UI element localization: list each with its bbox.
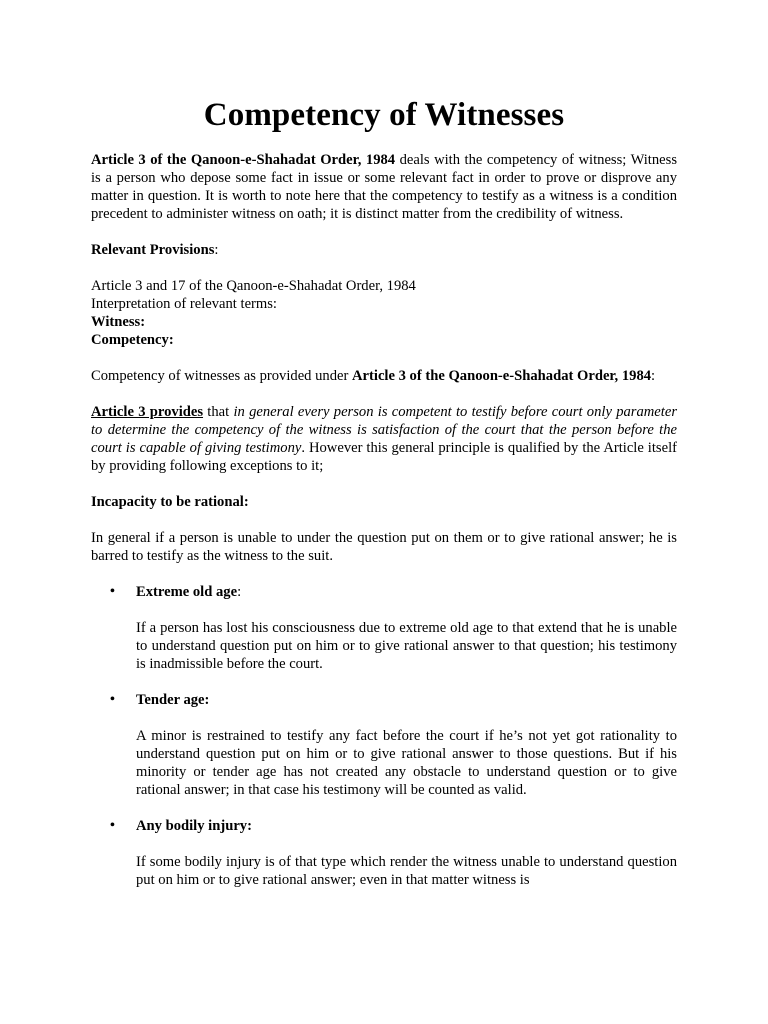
spacer bbox=[136, 673, 677, 691]
intro-lead-bold: Article 3 of the Qanoon-e-Shahadat Order, 1984 bbox=[91, 152, 396, 168]
competency-paragraph bbox=[91, 367, 677, 385]
bullet-icon: • bbox=[110, 584, 115, 599]
term-witness: Witness: bbox=[91, 314, 146, 330]
spacer bbox=[91, 511, 677, 529]
article3-italic: in general every person is competent to testify before court only parameter to determine the competency of the witness is satisfaction of the court that the person before the court is capable of giving testimony bbox=[91, 404, 677, 456]
spacer bbox=[91, 137, 677, 151]
bullet-heading bbox=[136, 691, 677, 709]
bullet-body: A minor is restrained to testify any fact before the court if he’s not yet got rationality to understand question put on him or to give rational answer to those questions. But if his minority or tender age has not created any obstacle to understand question or to give rational answer; in that case his testimony will be counted as valid. bbox=[136, 728, 677, 798]
bullet-heading-text: Extreme old age bbox=[136, 584, 238, 600]
bullet-body: If a person has lost his consciousness due to extreme old age to that extend that he is unable to understand question put on him or to give rational answer to that question; his testimony is inadmissible before the court. bbox=[136, 620, 677, 672]
spacer bbox=[91, 385, 677, 403]
bullet-heading-text: Any bodily injury: bbox=[136, 818, 252, 834]
bullet-heading-suffix: : bbox=[237, 584, 242, 600]
provisions-line-interpretation: Interpretation of relevant terms: bbox=[91, 296, 277, 312]
article3-heading: Article 3 provides bbox=[91, 404, 204, 420]
competency-bold: Article 3 of the Qanoon-e-Shahadat Order, 1984 bbox=[352, 368, 652, 384]
spacer bbox=[91, 349, 677, 367]
intro-paragraph bbox=[91, 151, 677, 223]
spacer bbox=[91, 259, 677, 277]
relevant-provisions-label: Relevant Provisions bbox=[91, 242, 215, 258]
exceptions-list bbox=[91, 583, 677, 889]
bullet-icon: • bbox=[110, 818, 115, 833]
provisions-line-articles: Article 3 and 17 of the Qanoon-e-Shahadat Order, 1984 bbox=[91, 278, 416, 294]
spacer bbox=[91, 223, 677, 241]
competency-lead: Competency of witnesses as provided under bbox=[91, 368, 353, 384]
bullet-heading bbox=[136, 583, 677, 601]
incapacity-heading: Incapacity to be rational: bbox=[91, 494, 249, 510]
relevant-provisions-heading bbox=[91, 241, 677, 259]
bullet-heading bbox=[136, 817, 677, 835]
list-item bbox=[91, 817, 677, 889]
article3-paragraph bbox=[91, 403, 677, 475]
intro-text: deals with the competency of witness; Witness is a person who depose some fact in issue or some relevant fact in order to prove or disprove any matter in question. It is worth to note here that the competency to testify as a witness is a condition precedent to administer witness on oath; it is distinct matter from the credibility of witness. bbox=[91, 152, 677, 222]
incapacity-body: In general if a person is unable to under the question put on them or to give rational answer; he is barred to testify as the witness to the suit. bbox=[91, 530, 677, 564]
spacer bbox=[91, 475, 677, 493]
bullet-body: If some bodily injury is of that type which render the witness unable to understand question put on him or to give rational answer; even in that matter witness is bbox=[136, 854, 677, 888]
article3-that: that bbox=[203, 404, 234, 420]
relevant-provisions-colon: : bbox=[214, 242, 219, 258]
term-competency: Competency: bbox=[91, 332, 174, 348]
spacer bbox=[136, 799, 677, 817]
bullet-icon: • bbox=[110, 692, 115, 707]
competency-end: : bbox=[651, 368, 656, 384]
bullet-heading-text: Tender age: bbox=[136, 692, 210, 708]
provisions-list bbox=[91, 277, 677, 349]
spacer bbox=[91, 565, 677, 583]
document-title: Competency of Witnesses bbox=[203, 97, 565, 133]
article3-rest: . However this general principle is qualified by the Article itself by providing following exceptions to it; bbox=[91, 440, 677, 474]
document-page bbox=[91, 0, 677, 889]
list-item bbox=[91, 691, 677, 817]
list-item bbox=[91, 583, 677, 691]
